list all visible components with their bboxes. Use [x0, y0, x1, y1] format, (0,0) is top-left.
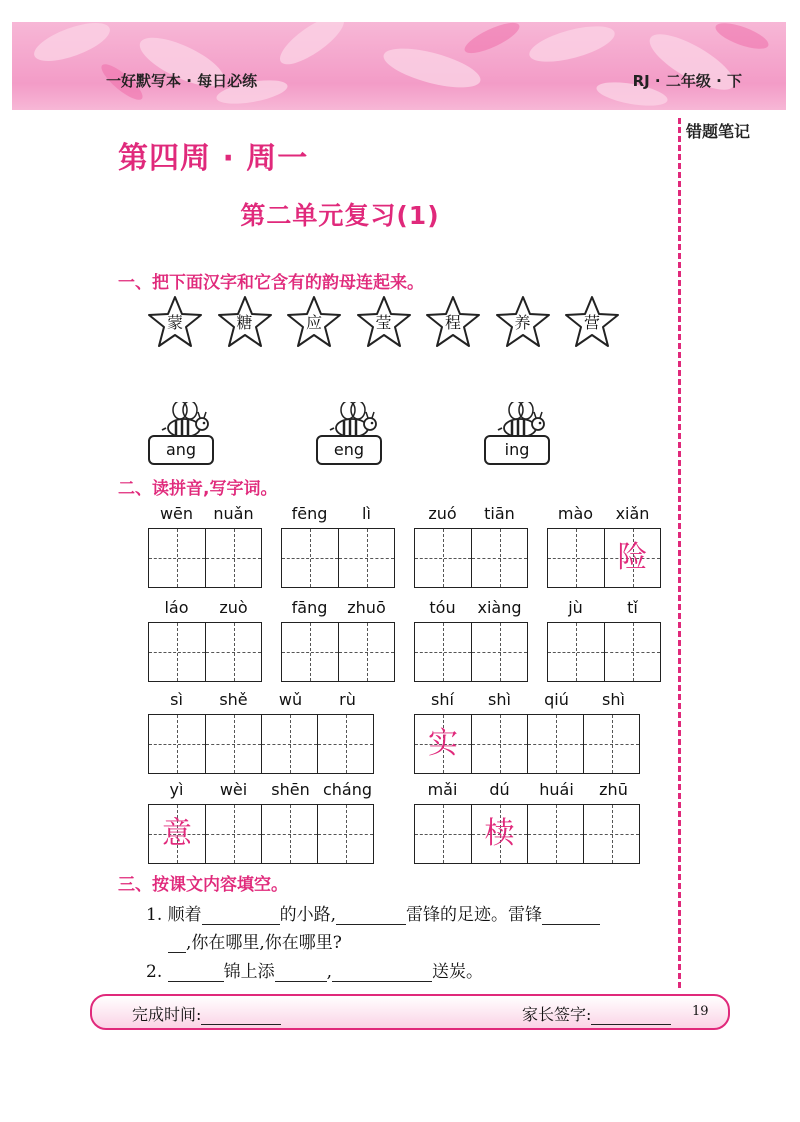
writing-cell[interactable]: [548, 529, 604, 587]
star-char: 蒙: [146, 294, 204, 350]
series-title: 一好默写本 · 每日必练: [106, 72, 258, 90]
pinyin-syllable: wǔ: [278, 690, 303, 709]
completion-time: 完成时间:: [132, 1002, 281, 1025]
writing-cell[interactable]: [282, 529, 338, 587]
pinyin-syllable: lì: [362, 504, 371, 523]
tian-grid: [414, 804, 640, 864]
pinyin-syllable: xiàng: [477, 598, 522, 617]
mistake-notes-label: 错题笔记: [686, 122, 751, 141]
pinyin-syllable: wēn: [159, 504, 194, 523]
tian-grid: [414, 622, 528, 682]
answer-blank[interactable]: [168, 936, 186, 953]
section1-heading: 一、把下面汉字和它含有的韵母连起来。: [118, 273, 424, 293]
pinyin-syllable: shě: [219, 690, 248, 709]
writing-cell[interactable]: [471, 805, 527, 863]
fill-question-2: 2. 锦上添 , 送炭。: [146, 962, 484, 982]
pinyin-syllable: shì: [602, 690, 625, 709]
fill-question-1-cont: ,你在哪里,你在哪里?: [168, 928, 342, 953]
answer-blank[interactable]: [275, 965, 327, 982]
given-character: 意: [162, 816, 192, 851]
pinyin-syllable: huái: [539, 780, 574, 799]
answer-blank[interactable]: [332, 965, 432, 982]
pinyin-syllable: wèi: [219, 780, 248, 799]
pinyin-syllable: tóu: [429, 598, 456, 617]
star-char: 应: [285, 294, 343, 350]
tian-grid: [414, 528, 528, 588]
answer-blank[interactable]: [202, 908, 280, 925]
bee-icon: [160, 402, 210, 438]
writing-cell[interactable]: [415, 529, 471, 587]
footer-bar: [90, 994, 730, 1030]
section2-heading: 二、读拼音,写字词。: [118, 479, 278, 499]
writing-cell[interactable]: [527, 805, 583, 863]
pinyin-syllable: sì: [170, 690, 183, 709]
writing-cell[interactable]: [583, 805, 639, 863]
tian-grid: [281, 528, 395, 588]
pinyin-syllable: mǎi: [427, 780, 458, 799]
star-char: 程: [424, 294, 482, 350]
pinyin-syllable: dú: [489, 780, 510, 799]
edition-label: RJ · 二年级 · 下: [632, 72, 742, 90]
pinyin-syllable: qiú: [544, 690, 569, 709]
note-column-divider: [678, 118, 681, 988]
tian-grid: [148, 528, 262, 588]
star-characters: [146, 294, 626, 350]
writing-cell[interactable]: [415, 805, 471, 863]
completion-time-blank[interactable]: [201, 1006, 281, 1025]
writing-cell[interactable]: [149, 715, 205, 773]
pinyin-syllable: yì: [169, 780, 184, 799]
pinyin-syllable: tiān: [484, 504, 515, 523]
writing-cell[interactable]: [471, 715, 527, 773]
writing-cell[interactable]: [205, 805, 261, 863]
pinyin-syllable: cháng: [322, 780, 373, 799]
star-char: 莹: [355, 294, 413, 350]
pinyin-syllable: rù: [339, 690, 356, 709]
pinyin-syllable: xiǎn: [615, 504, 650, 523]
final-ing: ing: [484, 435, 550, 465]
given-character: 椟: [484, 816, 515, 851]
writing-cell[interactable]: [527, 715, 583, 773]
writing-cell[interactable]: [149, 805, 205, 863]
writing-cell[interactable]: [604, 529, 660, 587]
star-char: 养: [494, 294, 552, 350]
writing-cell[interactable]: [205, 623, 261, 681]
header-banner: [12, 22, 786, 110]
writing-cell[interactable]: [338, 529, 394, 587]
tian-grid: [148, 622, 262, 682]
writing-cell[interactable]: [317, 715, 373, 773]
given-character: 险: [617, 540, 648, 575]
bee-final-ing: [484, 402, 560, 466]
parent-signature-blank[interactable]: [591, 1006, 671, 1025]
writing-cell[interactable]: [415, 623, 471, 681]
pinyin-syllable: fēng: [291, 504, 328, 523]
bee-final-ang: [148, 402, 224, 466]
pinyin-syllable: shēn: [271, 780, 310, 799]
unit-title: 第二单元复习(1): [240, 201, 440, 230]
answer-blank[interactable]: [168, 965, 224, 982]
answer-blank[interactable]: [542, 908, 600, 925]
pinyin-syllable: nuǎn: [213, 504, 254, 523]
writing-cell[interactable]: [282, 623, 338, 681]
star-char: 糖: [216, 294, 274, 350]
writing-cell[interactable]: [415, 715, 471, 773]
final-ang: ang: [148, 435, 214, 465]
final-eng: eng: [316, 435, 382, 465]
writing-cell[interactable]: [583, 715, 639, 773]
pinyin-syllable: shì: [488, 690, 511, 709]
pinyin-syllable: shí: [431, 690, 454, 709]
pinyin-syllable: láo: [164, 598, 189, 617]
pinyin-syllable: zhū: [599, 780, 628, 799]
tian-grid: [148, 804, 374, 864]
pinyin-syllable: zuò: [219, 598, 248, 617]
tian-grid: [148, 714, 374, 774]
given-character: 实: [428, 726, 458, 761]
petal-decoration: [12, 22, 786, 110]
writing-cell[interactable]: [604, 623, 660, 681]
week-title: 第四周 · 周一: [118, 141, 309, 176]
page-number: 19: [692, 1004, 709, 1019]
writing-cell[interactable]: [261, 805, 317, 863]
writing-cell[interactable]: [149, 623, 205, 681]
writing-cell[interactable]: [471, 623, 527, 681]
writing-cell[interactable]: [338, 623, 394, 681]
pinyin-syllable: jù: [568, 598, 583, 617]
writing-cell[interactable]: [261, 715, 317, 773]
pinyin-syllable: mào: [557, 504, 594, 523]
pinyin-syllable: zhuō: [347, 598, 386, 617]
writing-cell[interactable]: [149, 529, 205, 587]
answer-blank[interactable]: [336, 908, 406, 925]
bee-icon: [328, 402, 378, 438]
star-char: 营: [563, 294, 621, 350]
tian-grid: [547, 622, 661, 682]
writing-cell[interactable]: [317, 805, 373, 863]
writing-cell[interactable]: [205, 529, 261, 587]
pinyin-syllable: tǐ: [627, 598, 638, 617]
parent-signature: 家长签字:: [522, 1002, 671, 1025]
tian-grid: [414, 714, 640, 774]
pinyin-syllable: fāng: [291, 598, 328, 617]
tian-grid: [281, 622, 395, 682]
writing-cell[interactable]: [548, 623, 604, 681]
fill-question-1: 1. 顺着 的小路, 雷锋的足迹。雷锋: [146, 900, 600, 925]
writing-cell[interactable]: [205, 715, 261, 773]
writing-cell[interactable]: [471, 529, 527, 587]
bee-icon: [496, 402, 546, 438]
bee-final-eng: [316, 402, 392, 466]
tian-grid: [547, 528, 661, 588]
section3-heading: 三、按课文内容填空。: [118, 875, 288, 895]
pinyin-syllable: zuó: [428, 504, 457, 523]
